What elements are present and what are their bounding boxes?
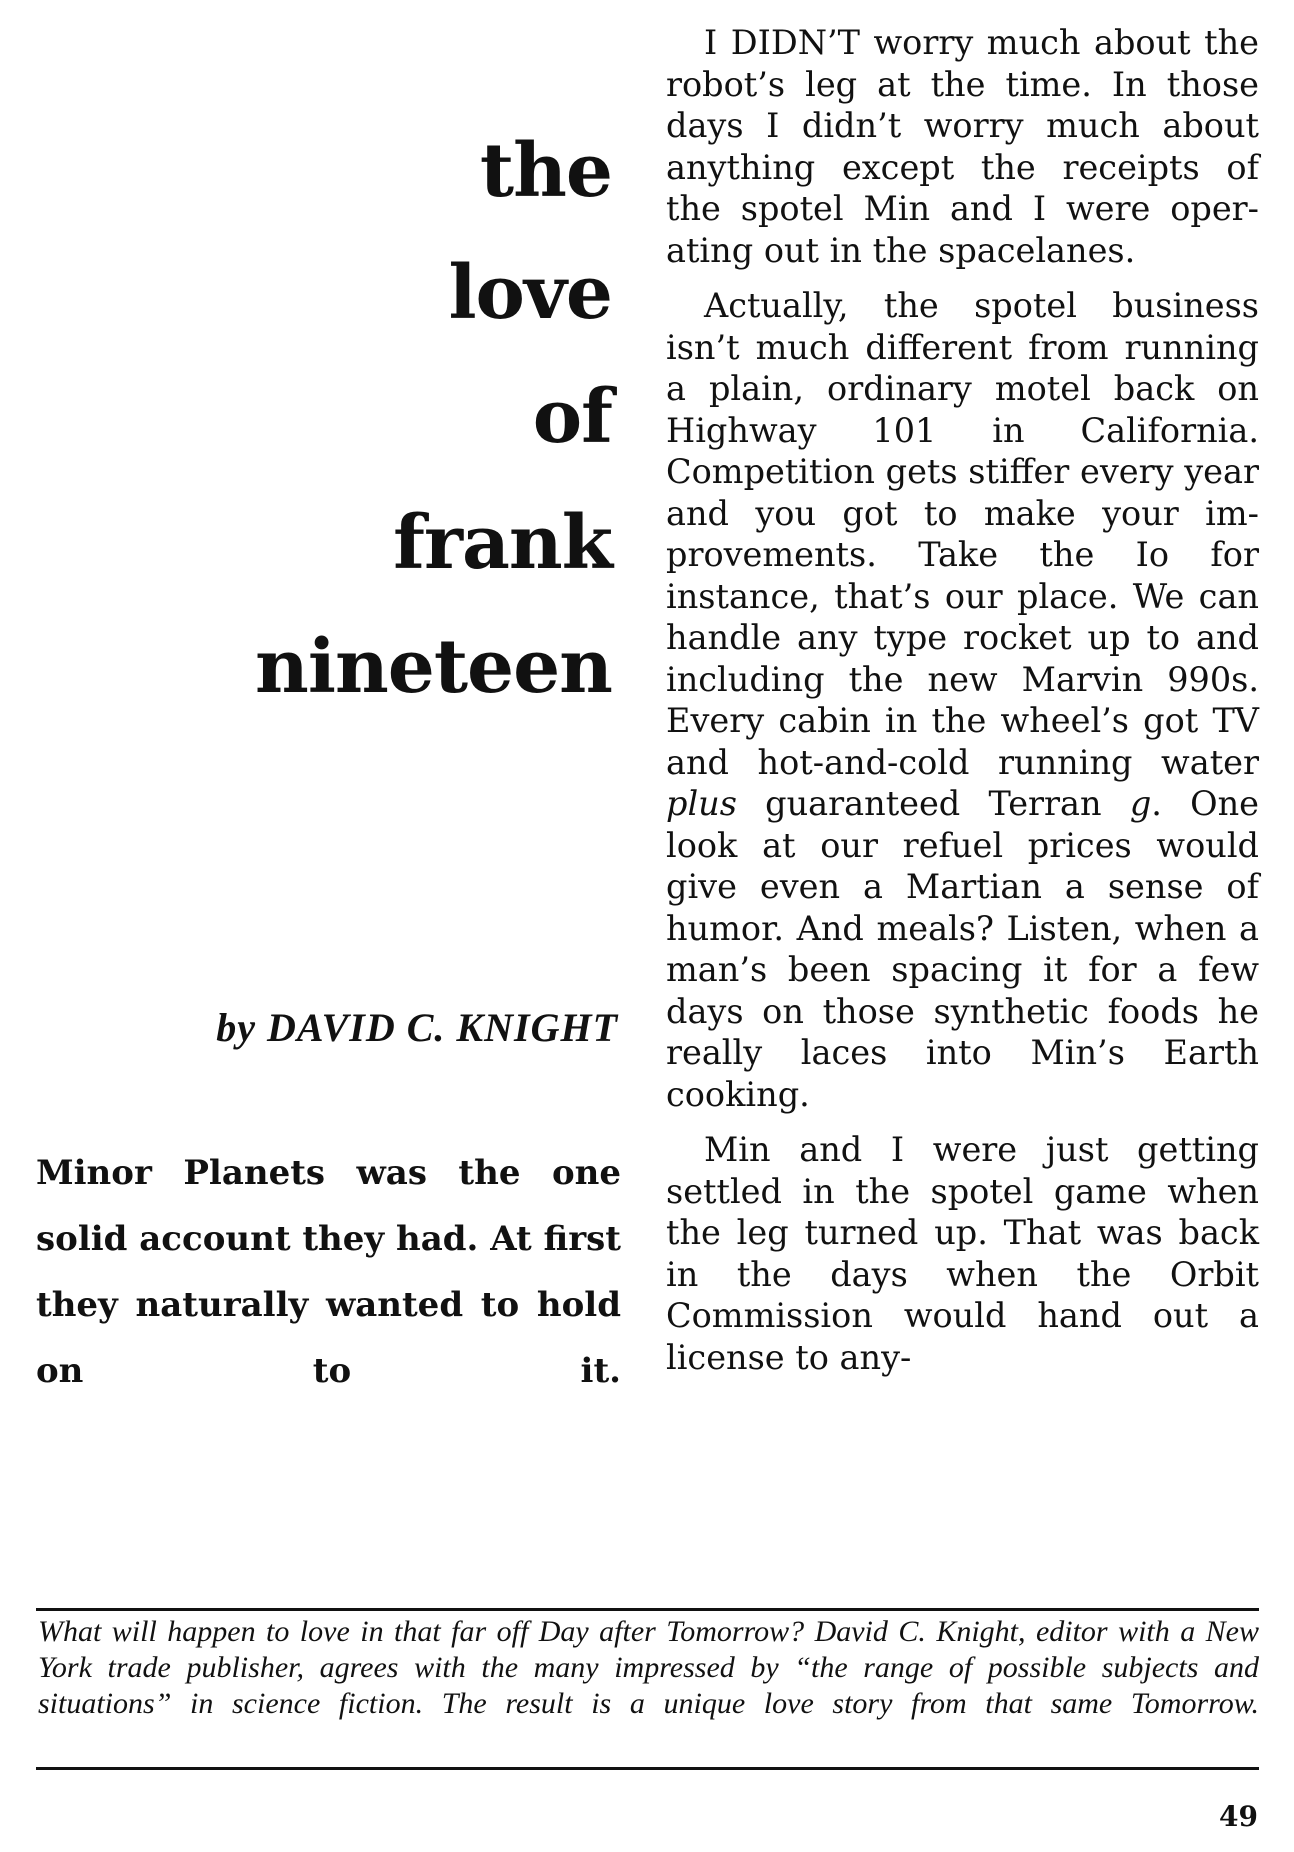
title-word-of: of xyxy=(532,374,612,460)
body-paragraph-1: I DIDN’T worry much about the robot’s leg at the time. In those days I didn’t worry much about anything except the receipts of the spotel Min and I were operating out in the spacelanes. xyxy=(666,23,1259,270)
title-word-nineteen: nineteen xyxy=(255,624,612,710)
body-paragraph-2-part-a: Actually, the spotel business isn’t much different from running a plain, ordinary motel back on Highway 101 in California. Competition gets stiffer every year and you got to make your improvements. Take the Io for instance, that’s our place. We can handle any type rocket up to and including the new Marvin 990s. Every cabin in the wheel’s got TV and hot-and-cold running water xyxy=(666,286,1259,782)
teaser-text: What will happen to love in that far off Day after Tomorrow? David C. Knight, editor with a New York trade publisher, agrees with the many impressed by “the range of possible subjects and situations” in science fiction. The result is a unique love story from that same Tomorrow. xyxy=(38,1615,1259,1720)
story-body xyxy=(666,22,1259,1392)
body-paragraph-2-part-c: . One look at our refuel prices would give even a Martian a sense of humor. And meals? Listen, when a man’s been spacing it for a few days on those synthetic foods he really laces into Min’s Earth cooking. xyxy=(666,784,1260,1114)
body-paragraph-2-g: g xyxy=(1129,784,1152,823)
teaser-bottom-rule xyxy=(36,1767,1259,1770)
body-paragraph-3: Min and I were just getting settled in the spotel game when the leg turned up. That was back in the days when the Orbit Commission would hand out a license to any- xyxy=(666,1130,1259,1377)
title-word-the: the xyxy=(479,128,612,214)
byline: by DAVID C. KNIGHT xyxy=(216,1005,618,1050)
title-word-frank: frank xyxy=(393,500,612,586)
body-paragraph-2-part-b: guaranteed Terran xyxy=(736,784,1130,823)
body-paragraph-2-plus: plus xyxy=(666,784,737,823)
story-blurb: Minor Planets was the one solid account they had. At first they naturally wanted to hold on to it. xyxy=(36,1153,622,1391)
teaser-top-rule xyxy=(36,1608,1259,1611)
body-paragraph-2 xyxy=(666,285,1259,1115)
title-word-love: love xyxy=(448,250,612,336)
page-number: 49 xyxy=(1219,1800,1258,1833)
